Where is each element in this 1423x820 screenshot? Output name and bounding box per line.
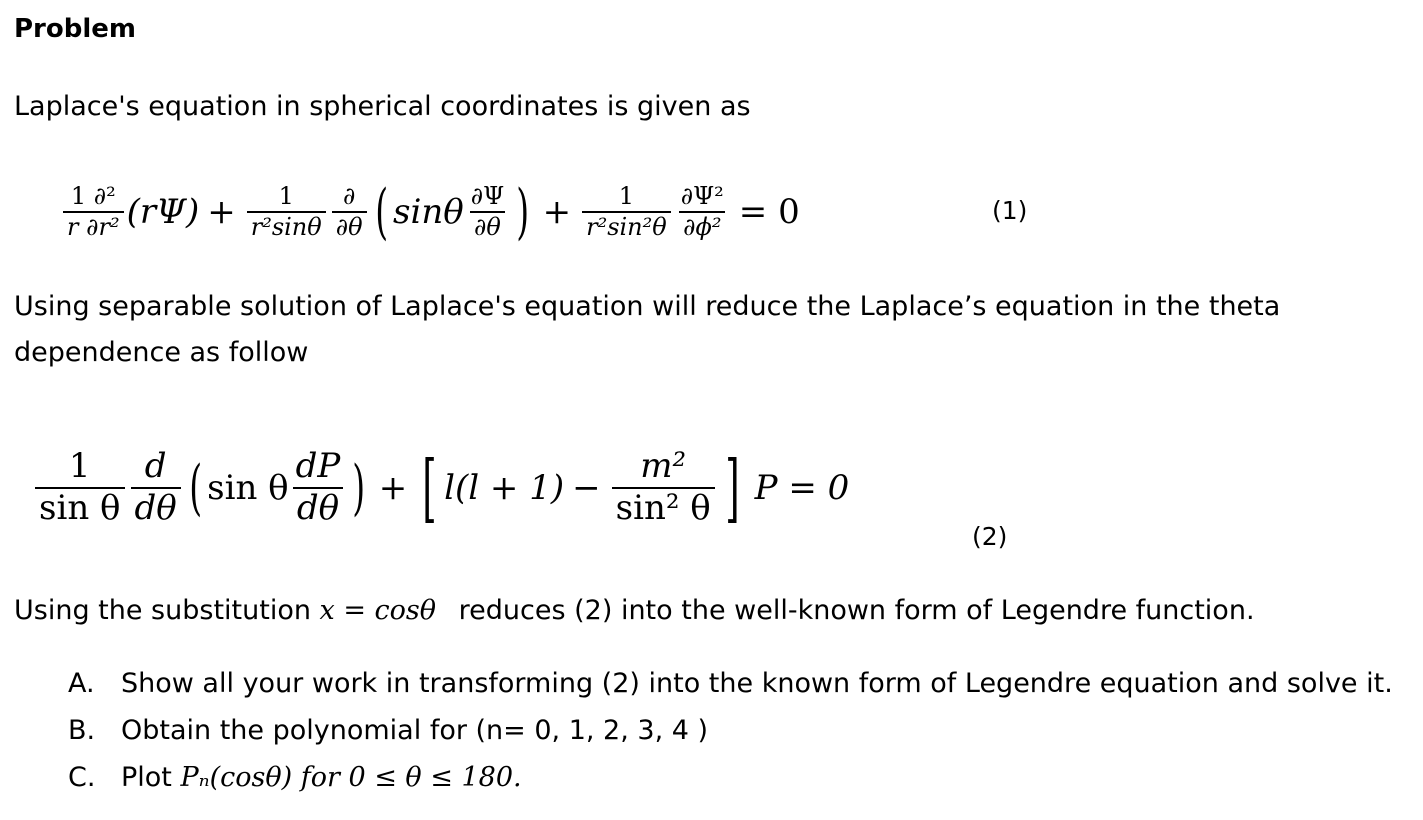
eq2-f1-den: sin θ [35, 487, 125, 527]
eq2-f4-num: m² [640, 446, 687, 487]
task-item-c [68, 762, 522, 793]
eq2-f3-den: dθ [293, 487, 343, 527]
eq1-fraction-2 [247, 181, 326, 241]
eq1-fraction-3 [332, 181, 367, 241]
eq2-fraction-4 [612, 446, 715, 528]
eq1-right-paren: ) [516, 177, 530, 247]
eq1-f5-den: r²sin²θ [582, 211, 671, 240]
task-item-a [68, 668, 1393, 699]
task-letter: A. [68, 668, 95, 699]
separable-text-line-1: Using separable solution of Laplace's equation will reduce the Laplace’s equation in the theta [14, 291, 1281, 322]
eq2-fraction-3 [292, 446, 345, 528]
eq1-fraction-6 [677, 181, 728, 241]
eq2-right-paren: ) [352, 453, 366, 523]
eq1-fraction-5 [582, 181, 671, 241]
eq2-sin-theta: sin θ [207, 468, 289, 508]
eq1-f6-den: ∂ϕ² [679, 211, 725, 240]
eq2-minus: − [572, 468, 601, 508]
eq2-f4-den: sin² θ [612, 487, 715, 527]
eq2-left-paren: ( [189, 453, 202, 523]
eq1-f2-num: 1 [278, 181, 294, 210]
task-letter: B. [68, 715, 96, 746]
eq2-l-term: l(l + 1) [444, 468, 565, 508]
eq2-f3-num: dP [295, 446, 341, 487]
eq1-f4-den: ∂θ [470, 211, 505, 240]
eq2-fraction-1 [35, 446, 125, 528]
problem-heading: Problem [14, 14, 136, 44]
task-text: Plot [121, 762, 181, 793]
eq2-f2-num: d [144, 446, 167, 487]
eq2-rhs: P = 0 [754, 468, 850, 508]
task-text: Show all your work in transforming (2) into the known form of Legendre equation and solve it. [121, 668, 1393, 699]
eq1-f5-num: 1 [618, 181, 635, 210]
eq2-right-bracket: ] [724, 445, 740, 531]
eq1-plus-1: + [207, 192, 236, 232]
substitution-math: x = cosθ [319, 595, 437, 626]
eq1-f1-den: r ∂r² [63, 211, 124, 240]
task-text: Obtain the polynomial for (n= 0, 1, 2, 3, 4 ) [121, 715, 709, 746]
task-math: Pₙ(cosθ) for 0 ≤ θ ≤ 180. [180, 762, 522, 793]
eq1-f2-den: r²sinθ [247, 211, 326, 240]
separable-text-line-2: dependence as follow [14, 337, 309, 368]
eq2-fraction-2 [131, 446, 181, 528]
eq2-plus: + [378, 468, 408, 508]
equation-1 [60, 160, 808, 264]
eq1-fraction-1 [63, 181, 124, 241]
substitution-before: Using the substitution [14, 595, 320, 626]
eq1-sin-theta: sinθ [393, 192, 464, 232]
eq1-rhs: = 0 [738, 192, 800, 232]
eq1-f1-num: 1 ∂² [70, 181, 116, 210]
intro-text: Laplace's equation in spherical coordinates is given as [14, 91, 751, 122]
eq1-f3-den: ∂θ [332, 211, 367, 240]
task-letter: C. [68, 762, 96, 793]
substitution-after: reduces (2) into the well-known form of Legendre function. [458, 595, 1255, 626]
eq1-left-paren: ( [374, 177, 388, 247]
eq2-left-bracket: [ [422, 445, 437, 531]
eq1-f4-num: ∂Ψ [470, 181, 505, 210]
equation-2 [32, 426, 857, 550]
eq1-fraction-4 [467, 181, 508, 241]
substitution-line [14, 588, 1255, 634]
equation-2-number: (2) [972, 522, 1008, 551]
equation-1-number: (1) [992, 196, 1028, 225]
eq1-plus-2: + [542, 192, 572, 232]
eq2-f1-num: 1 [68, 446, 91, 487]
eq2-f2-den: dθ [131, 487, 181, 527]
task-item-b [68, 715, 708, 746]
eq1-f6-num: ∂Ψ² [680, 181, 724, 210]
eq1-f3-num: ∂ [342, 181, 356, 210]
eq1-term-rpsi: (rΨ) [126, 192, 200, 232]
